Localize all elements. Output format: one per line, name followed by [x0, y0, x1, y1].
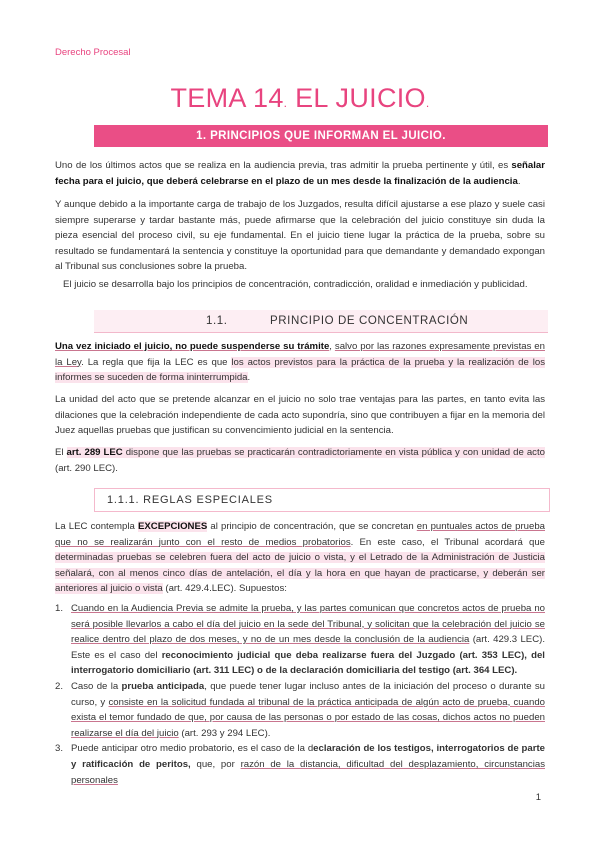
page-number: 1	[535, 792, 541, 803]
list-item: 2. Caso de la prueba anticipada, que puede tener lugar incluso antes de la iniciación del proceso o durante su curso, y consiste en la solicitud fundada al tribunal de la práctica anticipada de algún acto de prueba, cuando exista el temor fundado de que, por causa de las personas o por estado de las cosas, dichos actos no pueden realizarse el día del juicio (art. 293 y 294 LEC).	[55, 680, 545, 739]
paragraph-concentracion: Una vez iniciado el juicio, no puede suspenderse su trámite, salvo por las razones expresamente previstas en la Ley. La regla que fija la LEC es que los actos previstos para la práctica de la prueba y la realización de los informes se suceden de forma ininterrumpida.	[55, 341, 545, 384]
paragraph-intro: Uno de los últimos actos que se realiza en la audiencia previa, tras admitir la prueba pertinente y útil, es señalar fecha para el juicio, que deberá celebrarse en el plazo de un mes desde la finalización de la audiencia.	[55, 160, 545, 187]
paragraph-art289: El art. 289 LEC dispone que las pruebas se practicarán contradictoriamente en vista pública y con unidad de acto (art. 290 LEC).	[55, 447, 545, 474]
list-item: 3. Puede anticipar otro medio probatorio, es el caso de la declaración de los testigos, interrogatorios de parte y ratificación de peritos, que, por razón de la distancia, dificultad del desplazamiento, circunstancias personales	[55, 743, 545, 786]
paragraph-trabajo: Y aunque debido a la importante carga de trabajo de los Juzgados, resulta difícil ajustarse a ese plazo y suele casi siempre superarse y tardar bastante más, puede afirmarse que la celebración del juicio constituye sin duda la pieza esencial del proceso civil, su eje fundamental. En el juicio tiene lugar la práctica de la prueba, sobre su resultado se fundamentará la sentencia y constituye la oportunidad para que demandante y demandado expongan al Tribunal sus conclusiones sobre la prueba.	[55, 199, 545, 273]
paragraph-excepciones: La LEC contempla EXCEPCIONES al principio de concentración, que se concretan en puntuales actos de prueba que no se realizarán junto con el resto de medios probatorios. En este caso, el Tribunal acordará que determinadas pruebas se celebren fuera del acto de juicio o vista, y el Letrado de la Administración de Justicia señalará, con al menos cinco días de antelación, el día y la hora en que hayan de practicarse, y deberán ser anteriores al juicio o vista (art. 429.4.LEC). Supuestos:	[55, 521, 546, 595]
list-item: 1. Cuando en la Audiencia Previa se admite la prueba, y las partes comunican que concretos actos de prueba no será posible llevarlos a cabo el día del juicio en la sede del Tribunal, y solicitan que la celebración del juicio se realice dentro del plazo de dos meses, y no de un mes desde la conclusión de la audiencia (art. 429.3 LEC). Este es el caso del reconocimiento judicial que deba realizarse fuera del Juzgado (art. 353 LEC), del interrogatorio domiciliario (art. 311 LEC) o de la declaración domiciliaria del testigo (art. 364 LEC).	[55, 603, 545, 677]
running-header: Derecho Procesal	[55, 47, 131, 58]
section-heading-1-1-1: 1.1.1. REGLAS ESPECIALES	[94, 488, 550, 512]
section-heading-1: 1. PRINCIPIOS QUE INFORMAN EL JUICIO.	[94, 125, 548, 147]
page-title: TEMA 14. EL JUICIO.	[170, 83, 430, 113]
section-heading-1-1: 1.1. PRINCIPIO DE CONCENTRACIÓN	[94, 310, 548, 333]
paragraph-unidad: La unidad del acto que se pretende alcanzar en el juicio no solo trae ventajas para las partes, en tanto evita las dilaciones que la celebración independiente de cada acto supondría, sino que contribuyen a fijar en la memoria del Juez aquellas pruebas que justifican su convencimiento judicial en la sentencia.	[55, 394, 545, 437]
supuestos-list	[55, 601, 545, 788]
paragraph-principios: El juicio se desarrolla bajo los principios de concentración, contradicción, oralidad e inmediación y publicidad.	[63, 279, 528, 290]
